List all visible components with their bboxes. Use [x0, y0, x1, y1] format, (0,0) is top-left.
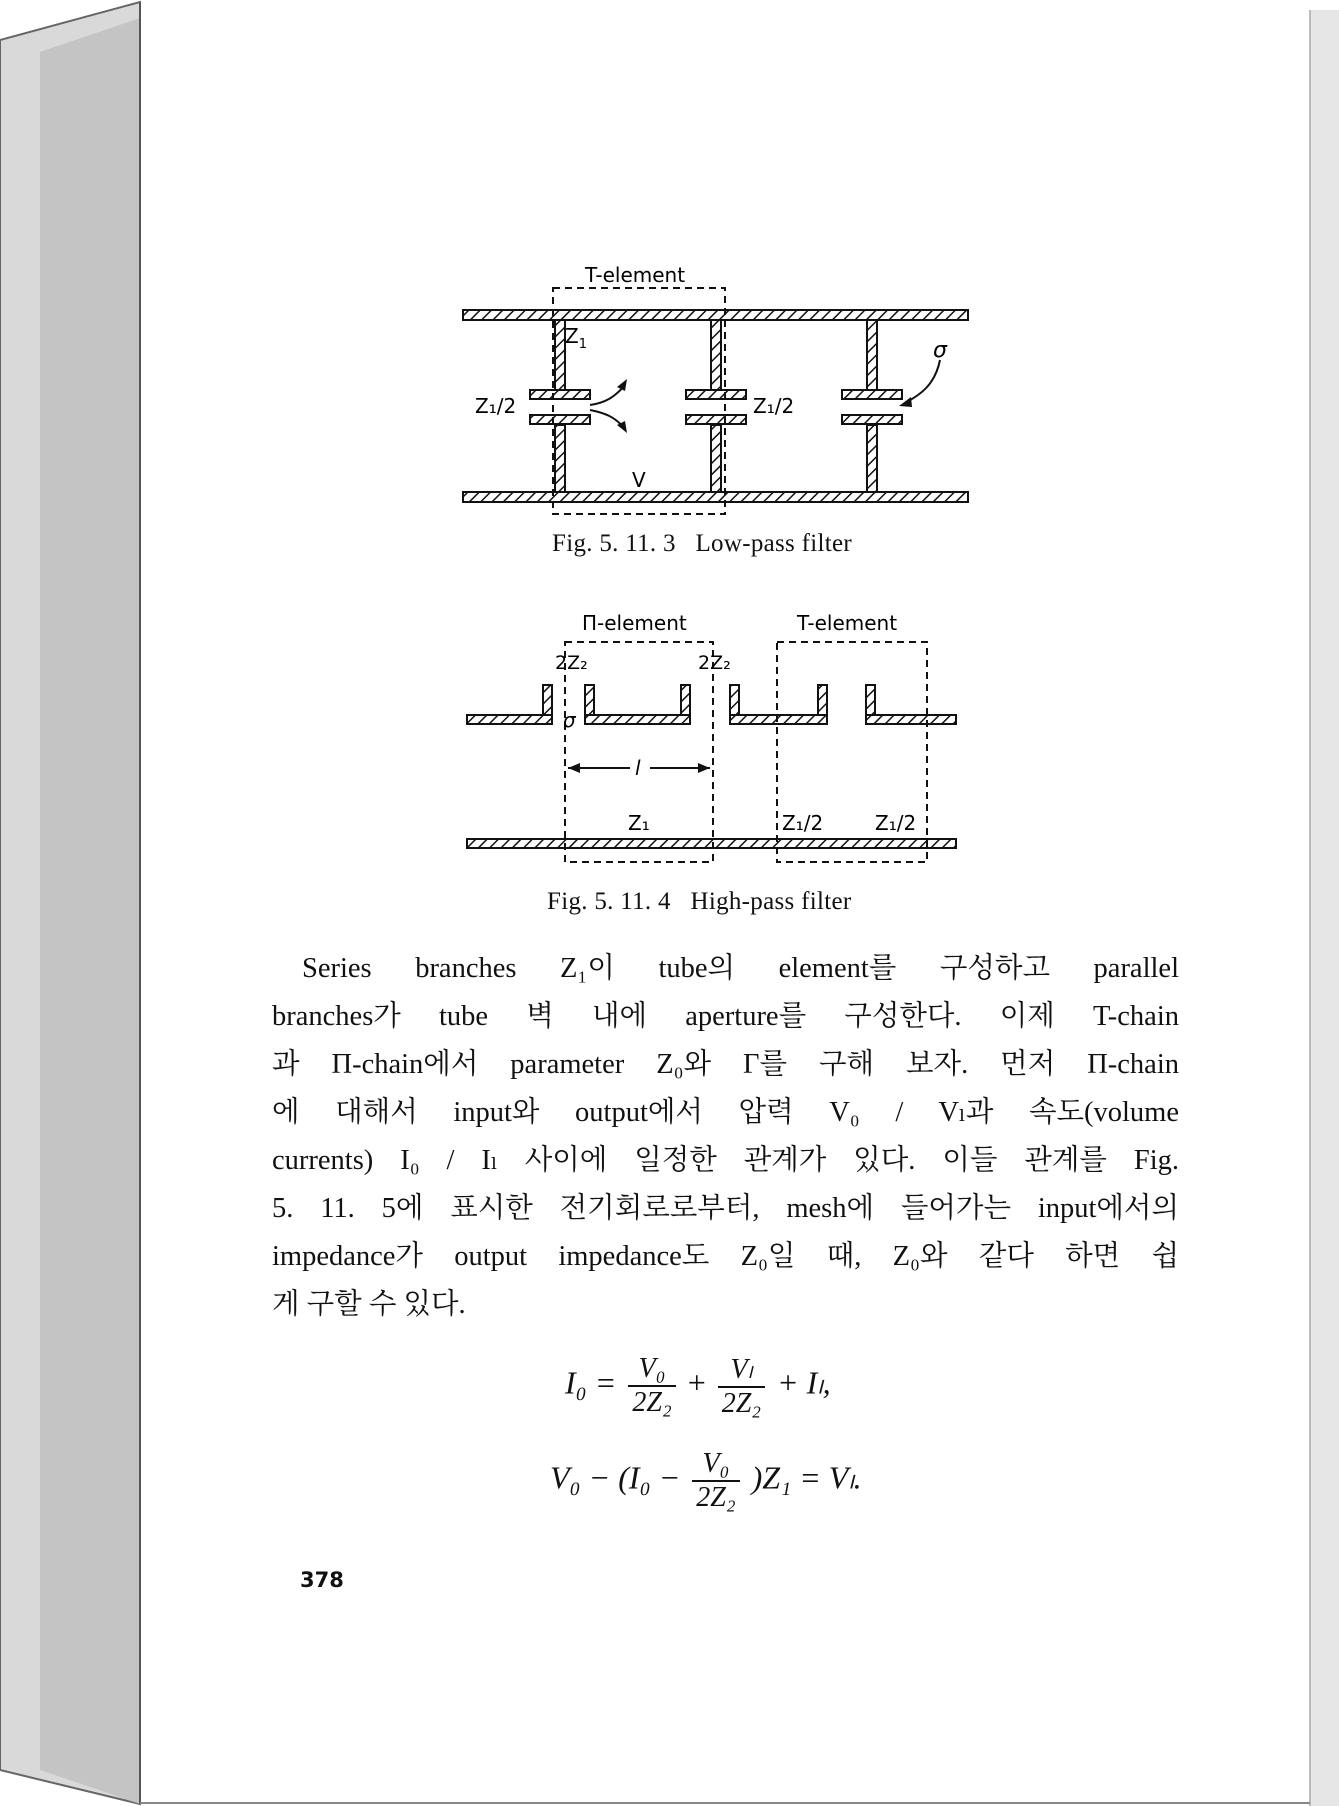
body-line: branches가 tube 벽 내에 aperture를 구성한다. 이제 T-chain: [272, 1001, 1179, 1032]
body-line: 에 대해서 input와 output에서 압력 V₀ / Vₗ과 속도(volume: [272, 1097, 1179, 1128]
body-line: 게 구할 수 있다.: [272, 1289, 466, 1320]
z1-half-left-label-2: Z₁/2: [782, 811, 824, 835]
body-line: 5. 11. 5에 표시한 전기회로로부터, mesh에 들어가는 input에서의: [272, 1193, 1179, 1224]
body-paragraph: [272, 945, 1179, 1329]
body-line: Series branches Z₁이 tube의 element를 구성하고 parallel: [302, 953, 1179, 984]
eq1-plus: +: [687, 1364, 706, 1401]
sigma-label: σ: [933, 338, 947, 363]
v-label: V: [632, 468, 646, 492]
eq2-tail: )Z₁ = Vₗ.: [751, 1459, 862, 1496]
eq2-fraction: $\frac{\text{V₀}}{\text{2Z₂}}$: [692, 1448, 739, 1514]
low-pass-filter-diagram: [455, 255, 975, 525]
high-pass-filter-diagram: [460, 605, 970, 870]
body-line: impedance가 output impedance도 Z₀일 때, Z₀와 같다 하면 쉽: [272, 1241, 1179, 1272]
figure2-caption: Fig. 5. 11. 4 High-pass filter: [547, 888, 852, 915]
equation-1: [565, 1352, 831, 1420]
equation-2: [550, 1448, 862, 1514]
z1-half-right-label-2: Z₁/2: [875, 811, 917, 835]
eq1-lhs: I₀ =: [565, 1364, 617, 1401]
z1-label-2: Z₁: [628, 811, 650, 835]
pi-element-label: Π-element: [582, 611, 687, 635]
2z2-right-label: 2Z₂: [698, 652, 731, 674]
eq1-fraction-1: $\frac{\text{V₀}}{\text{2Z₂}}$: [628, 1353, 675, 1419]
sigma-label-2: σ: [563, 708, 576, 732]
eq1-tail: + Iₗ,: [777, 1364, 831, 1401]
t-element-label-2: T-element: [797, 611, 898, 635]
t-element-label: T-element: [585, 263, 686, 287]
body-line: 과 Π-chain에서 parameter Z₀와 Γ를 구해 보자. 먼저 Π-chain: [272, 1049, 1179, 1080]
l-label: l: [635, 756, 641, 780]
body-line: currents) I₀ / Iₗ 사이에 일정한 관계가 있다. 이들 관계를 Fig.: [272, 1145, 1179, 1176]
eq2-lhs: V₀ − (I₀ −: [550, 1459, 681, 1496]
page-number: 378: [300, 1568, 344, 1592]
eq1-fraction-2: $\frac{\text{Vₗ}}{\text{2Z₂}}$: [718, 1352, 765, 1420]
z1-half-right-label: Z₁/2: [753, 394, 795, 418]
2z2-left-label: 2Z₂: [555, 652, 588, 674]
z1-half-left-label: Z₁/2: [475, 394, 517, 418]
figure1-caption: Fig. 5. 11. 3 Low-pass filter: [552, 530, 853, 557]
z1-label: $Z_1$: [565, 324, 587, 352]
